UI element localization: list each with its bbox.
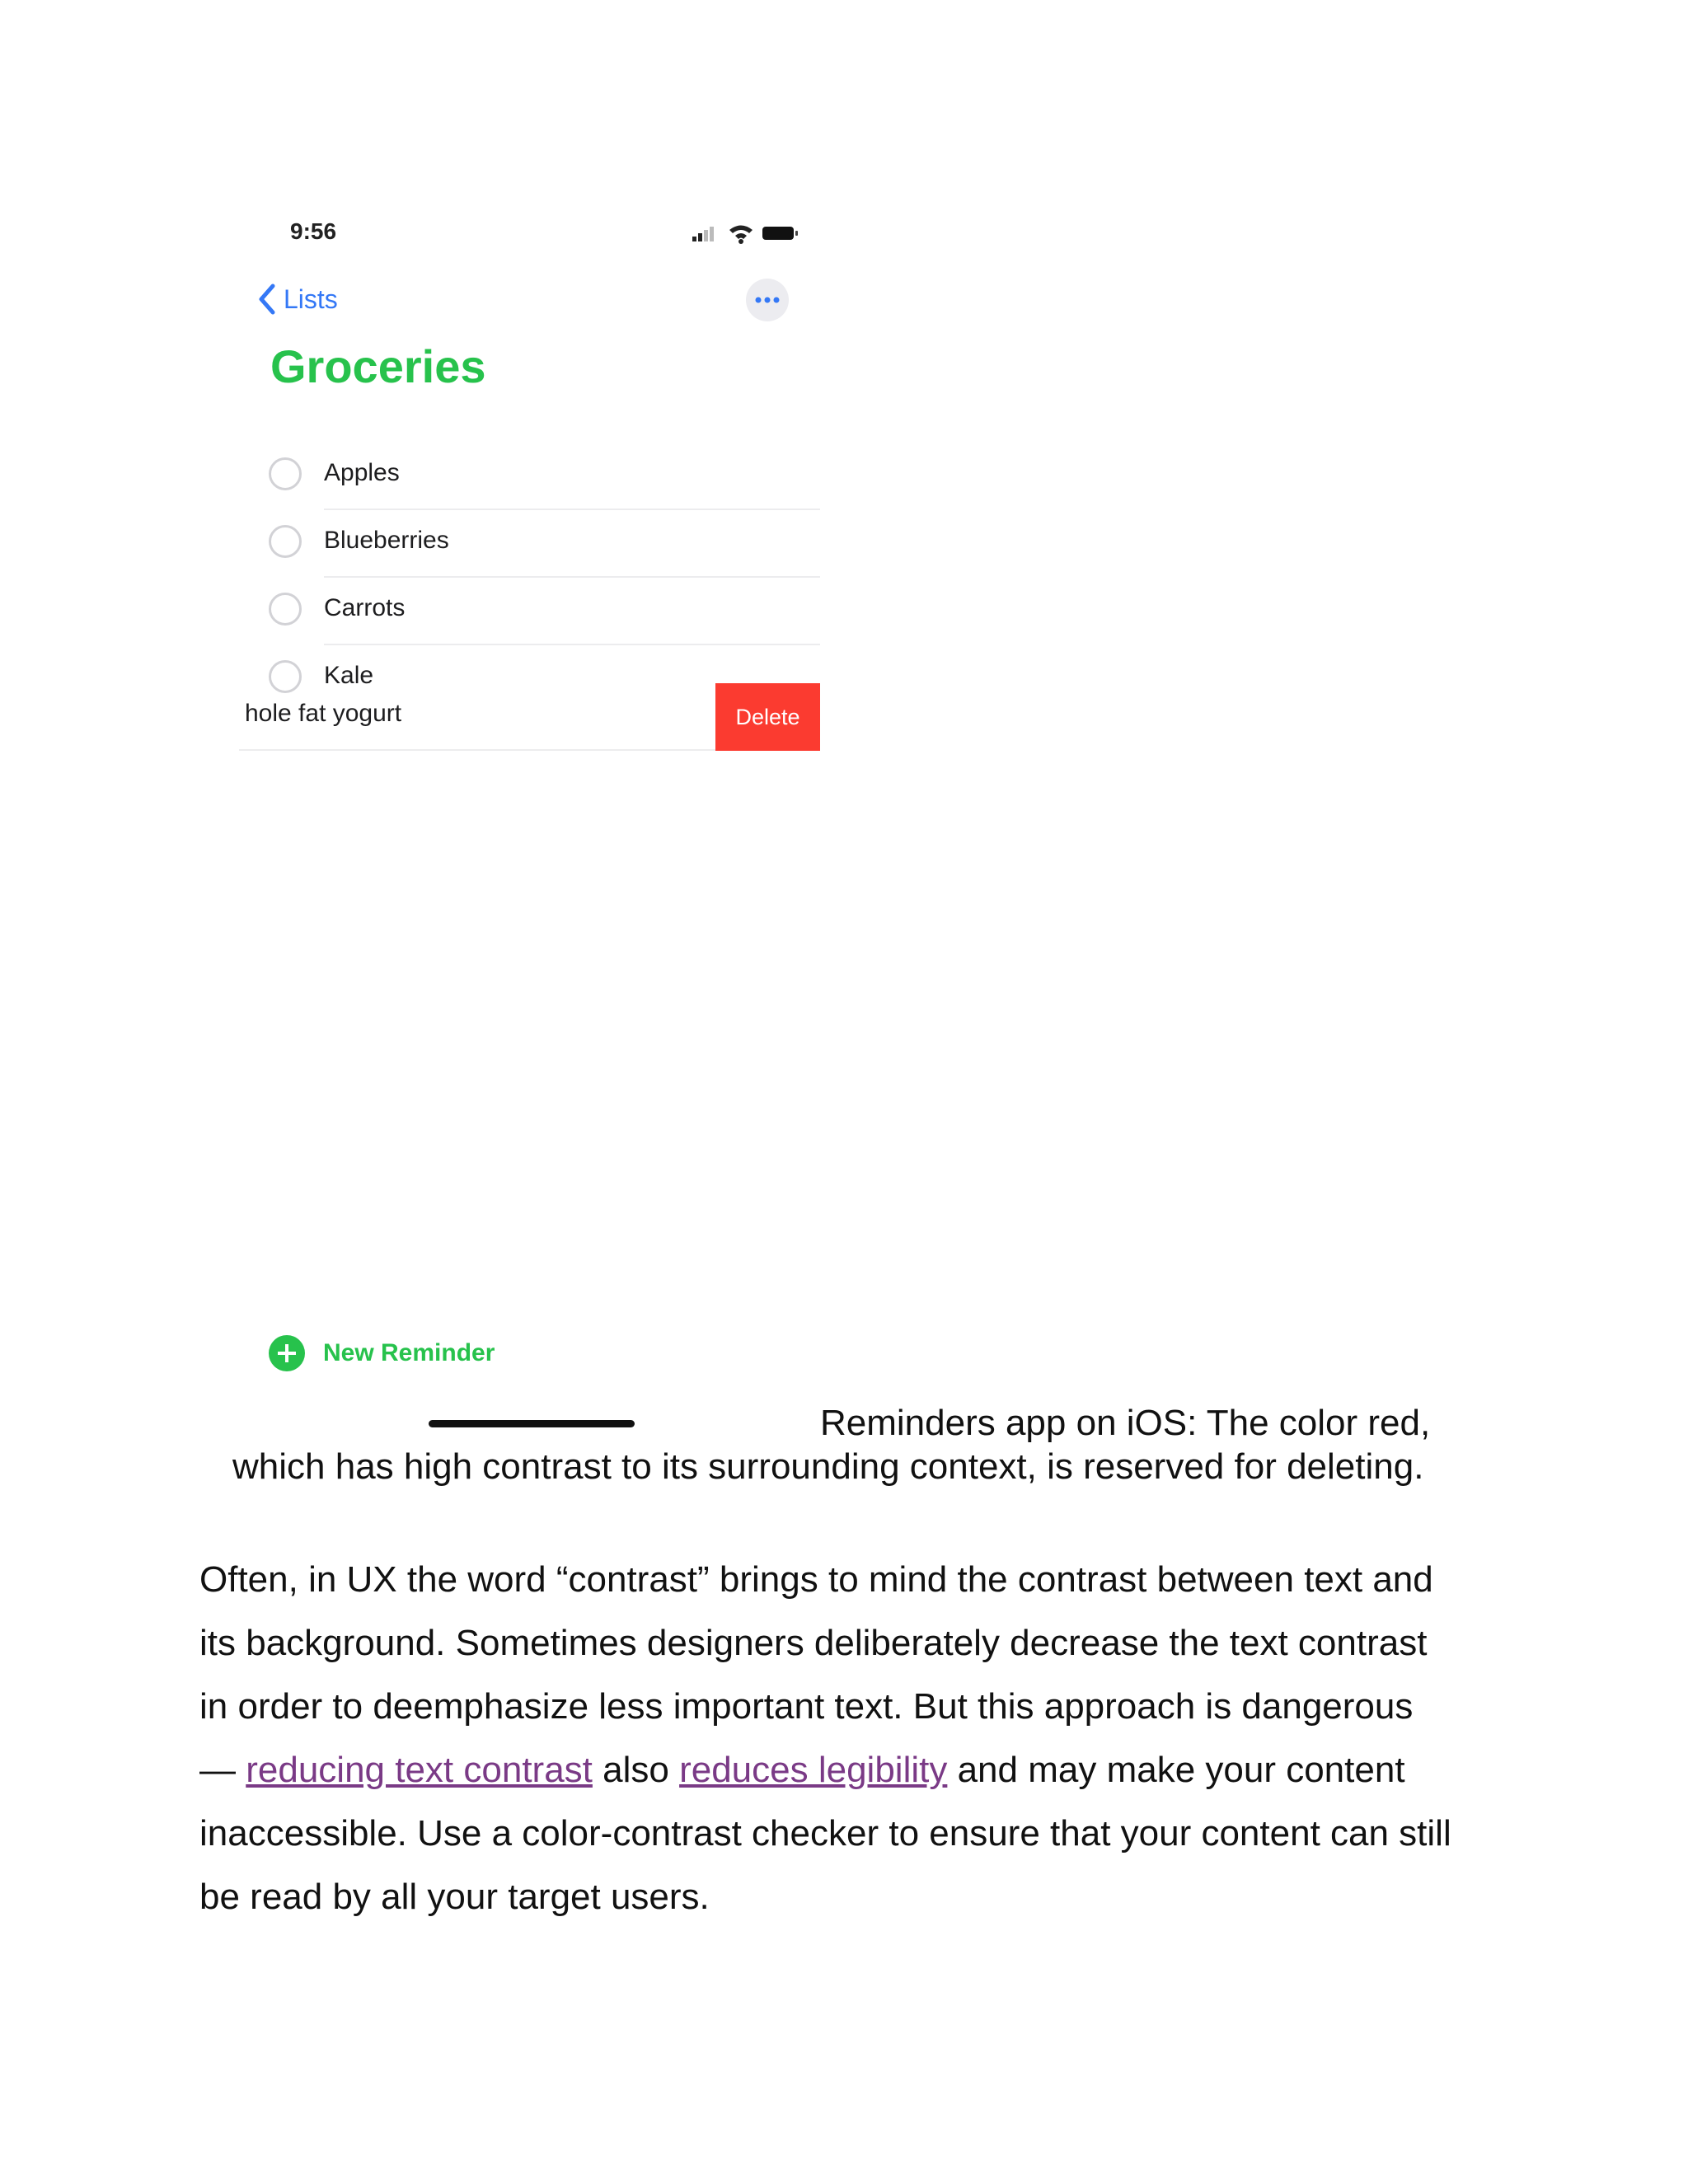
- plus-circle-icon: [269, 1335, 305, 1371]
- paragraph-line: Often, in UX the word “contrast” brings to mind the contrast between text and: [199, 1559, 1433, 1600]
- list-item[interactable]: [239, 645, 820, 689]
- caption-line-1: Reminders app on iOS: The color red,: [820, 1403, 1431, 1443]
- checkbox-circle-icon[interactable]: [269, 593, 302, 626]
- inline-text: also: [592, 1750, 680, 1790]
- battery-icon: [762, 227, 798, 240]
- status-time: 9:56: [290, 218, 337, 244]
- more-button[interactable]: [746, 279, 789, 321]
- reduces-legibility-link[interactable]: reduces legibility: [679, 1750, 948, 1790]
- body-paragraph: [199, 1548, 1518, 1929]
- inline-text: and may make your content: [947, 1750, 1405, 1790]
- new-reminder-button[interactable]: [269, 1335, 495, 1371]
- signal-icon: [692, 227, 714, 241]
- caption-line-2: which has high contrast to its surrounding context, is reserved for deleting.: [232, 1446, 1424, 1487]
- ellipsis-icon: [755, 297, 780, 303]
- back-label: Lists: [284, 284, 338, 314]
- status-icons: [692, 223, 799, 244]
- delete-button[interactable]: Delete: [715, 683, 820, 751]
- item-label: Carrots: [324, 594, 406, 621]
- paragraph-line: inaccessible. Use a color-contrast checker to ensure that your content can still: [199, 1813, 1451, 1854]
- list-item[interactable]: [239, 443, 820, 510]
- phone-screenshot: [239, 198, 832, 1451]
- chevron-left-icon: [257, 283, 277, 316]
- item-label: Apples: [324, 459, 400, 486]
- checkbox-circle-icon[interactable]: [269, 525, 302, 558]
- paragraph-line: be read by all your target users.: [199, 1877, 710, 1917]
- paragraph-line: [199, 1738, 1518, 1802]
- checkbox-circle-icon[interactable]: [269, 457, 302, 490]
- back-button[interactable]: [257, 280, 338, 318]
- wifi-icon: [729, 226, 753, 245]
- reducing-text-contrast-link[interactable]: reducing text contrast: [246, 1750, 593, 1790]
- list-title: Groceries: [270, 340, 486, 392]
- new-reminder-label: New Reminder: [323, 1339, 495, 1366]
- paragraph-line: its background. Sometimes designers deliberately decrease the text contrast: [199, 1623, 1428, 1663]
- item-label: hole fat yogurt: [245, 700, 402, 727]
- list-item[interactable]: [239, 578, 820, 645]
- list-item[interactable]: [239, 510, 820, 578]
- paragraph-line: in order to deemphasize less important text. But this approach is dangerous: [199, 1686, 1414, 1727]
- dash-text: —: [199, 1750, 246, 1790]
- item-label: Blueberries: [324, 527, 449, 554]
- item-label: Kale: [324, 662, 374, 689]
- figure-caption: [198, 1401, 1484, 1488]
